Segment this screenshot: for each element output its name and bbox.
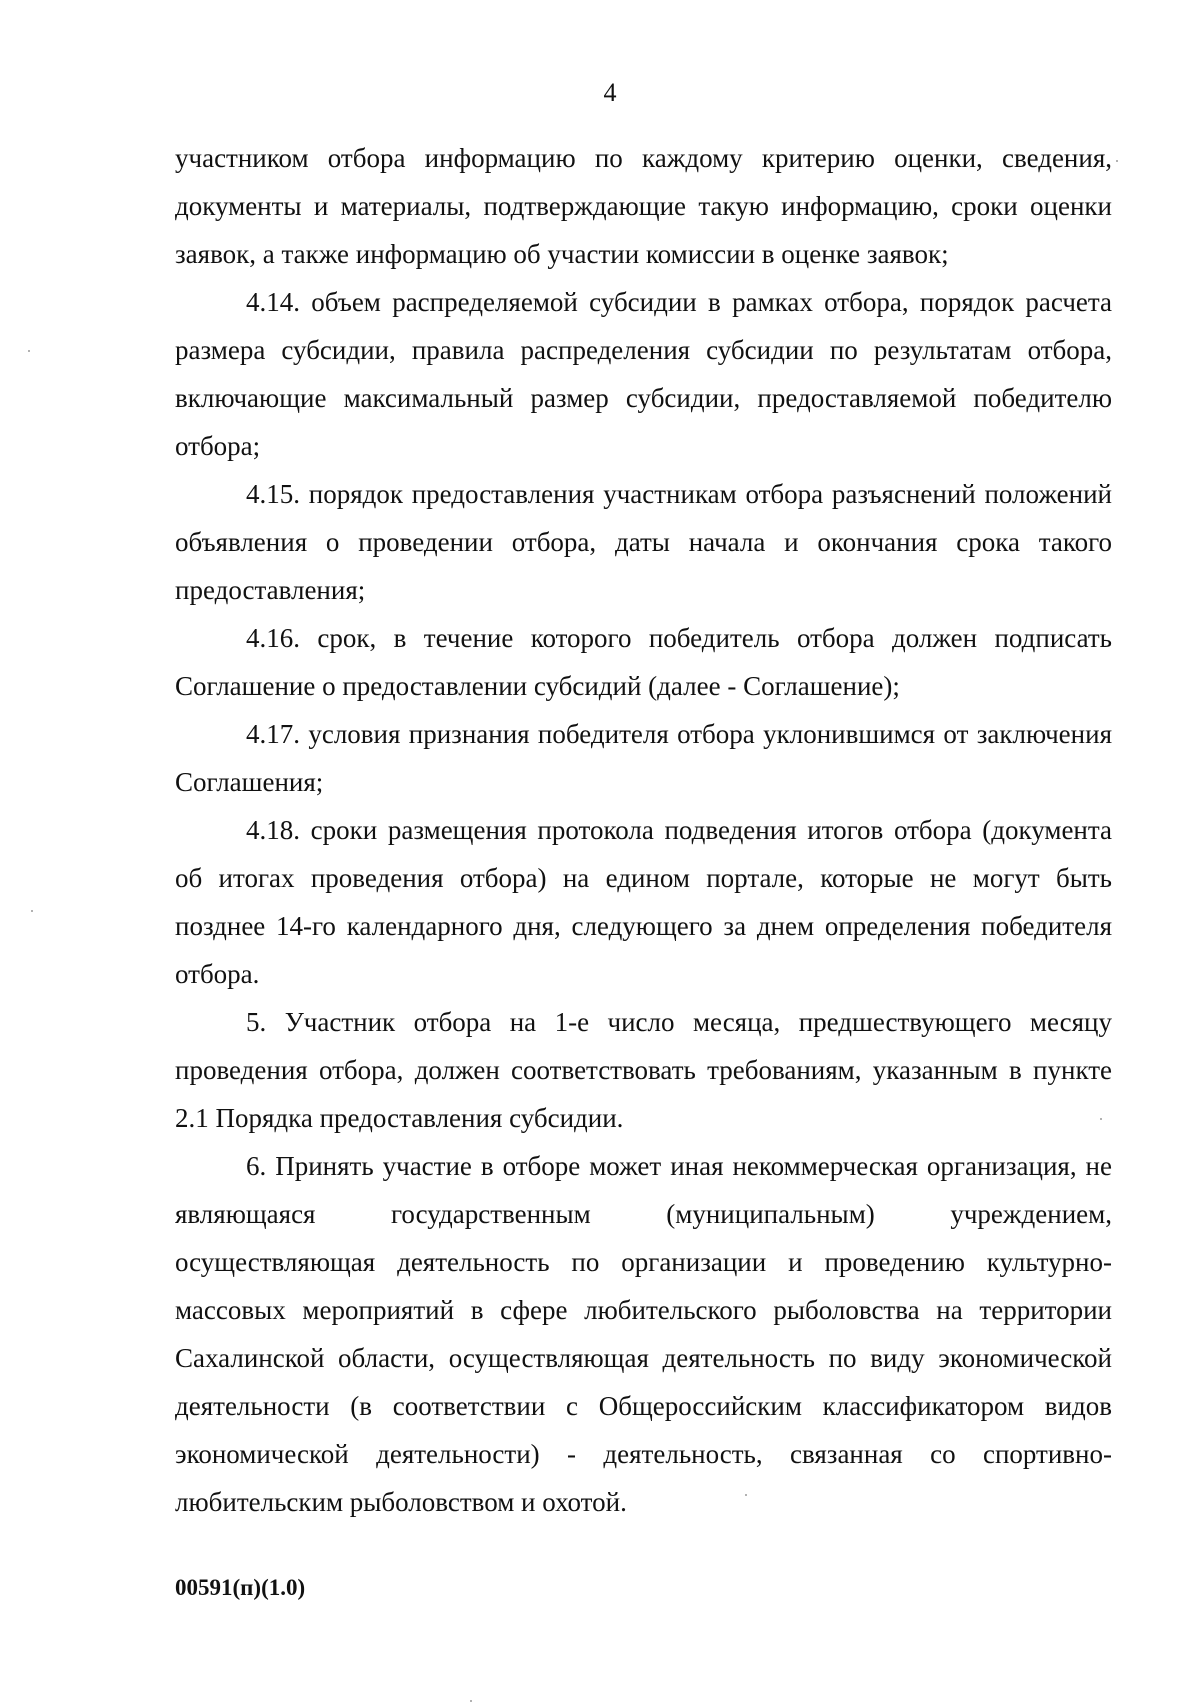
- scan-speck: [745, 1494, 747, 1496]
- scan-speck: [1100, 1118, 1102, 1120]
- paragraph-4-17: 4.17. условия признания победителя отбора уклонившимся от заключения Соглашения;: [175, 719, 1112, 797]
- paragraph-4-16: 4.16. срок, в течение которого победитель отбора должен подписать Соглашение о предоставлении субсидий (далее - Соглашение);: [175, 623, 1112, 701]
- document-body: [175, 134, 1112, 1526]
- paragraph-5: 5. Участник отбора на 1-е число месяца, предшествующего месяцу проведения отбора, должен соответствовать требованиям, указанным в пункте 2.1 Порядка предоставления субсидии.: [175, 1007, 1112, 1133]
- scan-speck: [470, 1700, 472, 1702]
- paragraph-4-15: 4.15. порядок предоставления участникам отбора разъяснений положений объявления о проведении отбора, даты начала и окончания срока такого предоставления;: [175, 479, 1112, 605]
- scan-speck: [31, 910, 33, 912]
- scan-speck: [28, 350, 30, 352]
- paragraph-6: 6. Принять участие в отборе может иная некоммерческая организация, не являющаяся государственным (муниципальным) учреждением, осуществляющая деятельность по организации и проведению культурно-массовых мероприятий в сфере любительского рыболовства на территории Сахалинской области, осуществляющая деятельность по виду экономической деятельности (в соответствии с Общероссийским классификатором видов экономической деятельности) - деятельность, связанная со спортивно-любительским рыболовством и охотой.: [175, 1151, 1112, 1517]
- paragraph-4-14: 4.14. объем распределяемой субсидии в рамках отбора, порядок расчета размера субсидии, правила распределения субсидии по результатам отбора, включающие максимальный размер субсидии, предоставляемой победителю отбора;: [175, 287, 1112, 461]
- paragraph-4-18: 4.18. сроки размещения протокола подведения итогов отбора (документа об итогах проведения отбора) на едином портале, которые не могут быть позднее 14-го календарного дня, следующего за днем определения победителя отбора.: [175, 815, 1112, 989]
- paragraph-criteria-info: участником отбора информацию по каждому критерию оценки, сведения, документы и материалы, подтверждающие такую информацию, сроки оценки заявок, а также информацию об участии комиссии в оценке заявок;: [175, 143, 1112, 269]
- page-number: 4: [603, 78, 617, 107]
- document-code: 00591(п)(1.0): [175, 1575, 306, 1600]
- scan-speck: [1116, 160, 1118, 162]
